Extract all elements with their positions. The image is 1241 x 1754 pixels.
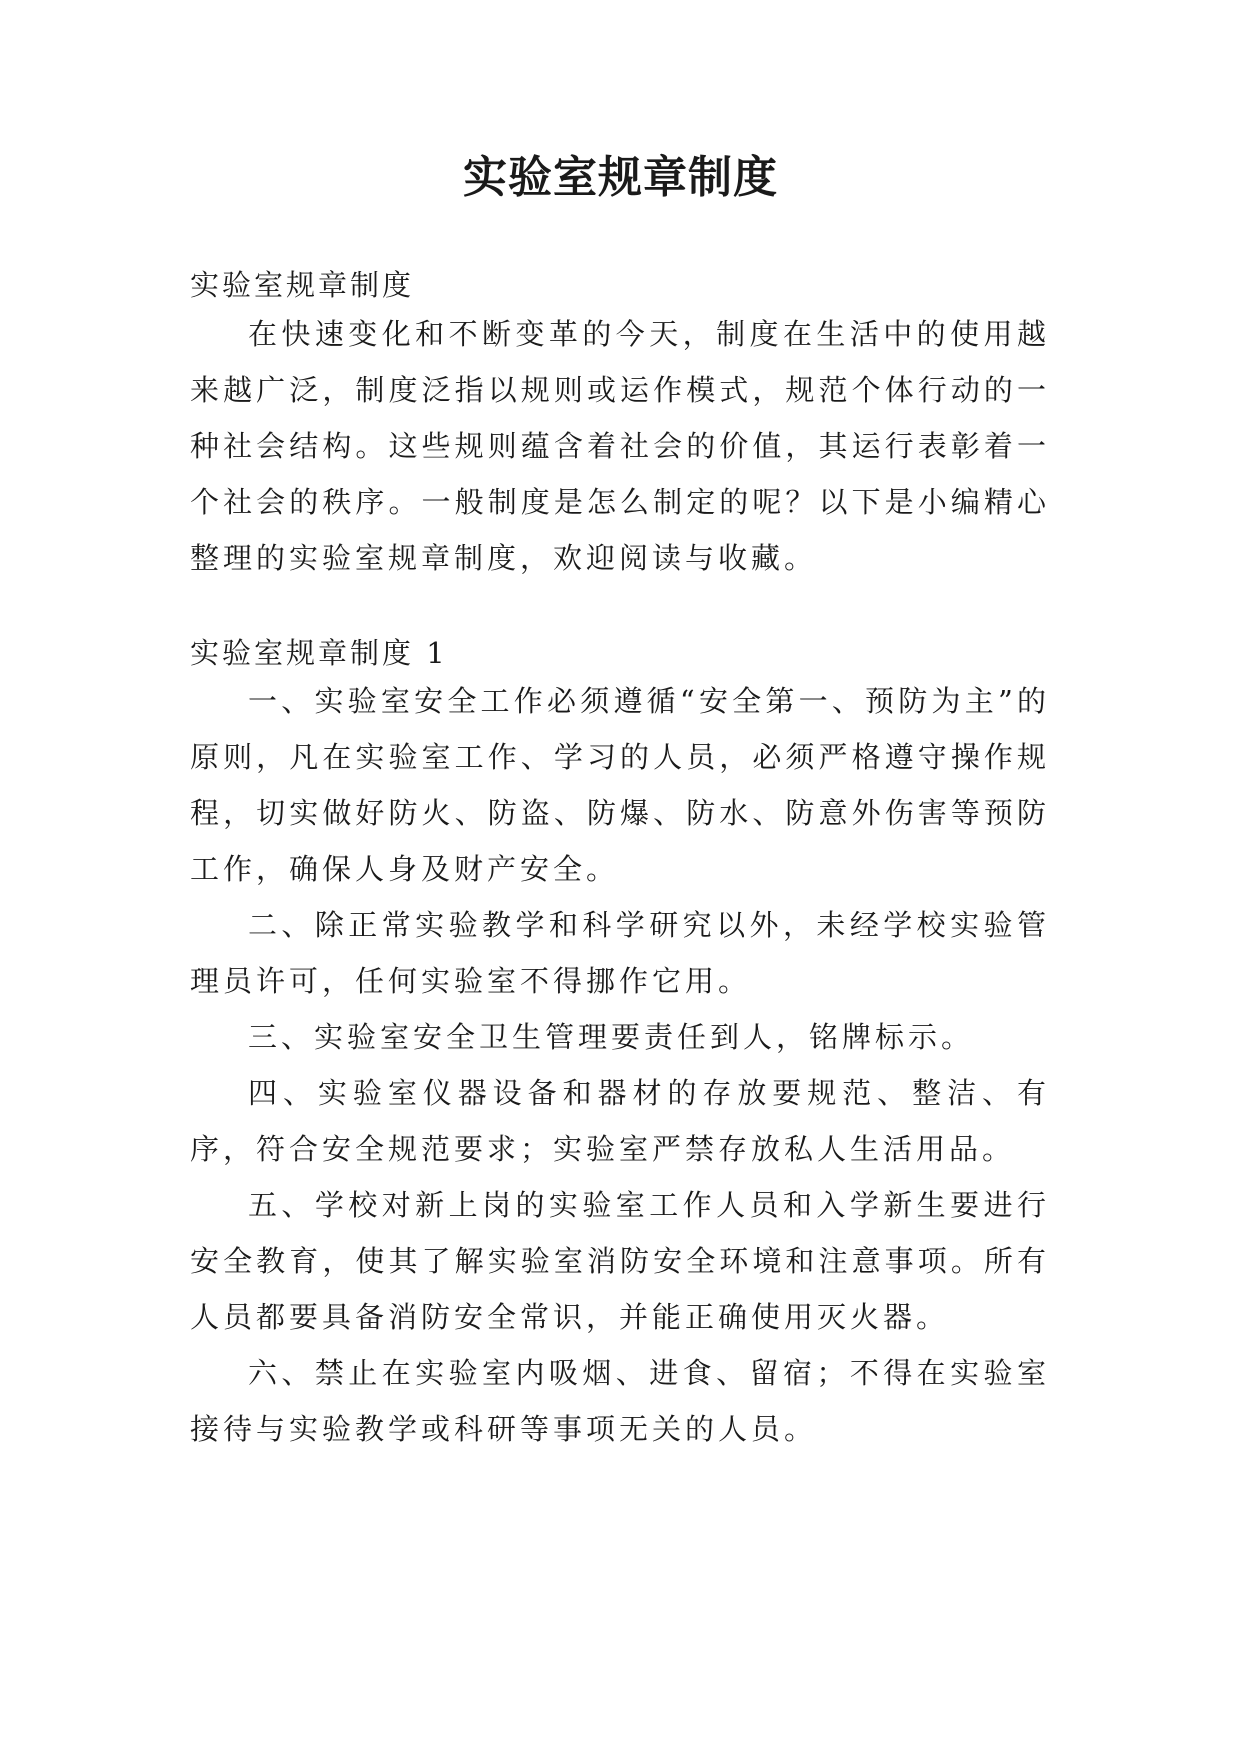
rule-item: 五、学校对新上岗的实验室工作人员和入学新生要进行安全教育，使其了解实验室消防安全环境和注意事项。所有人员都要具备消防安全常识，并能正确使用灭火器。 <box>190 1188 1050 1334</box>
intro-paragraph: 在快速变化和不断变革的今天，制度在生活中的使用越来越广泛，制度泛指以规则或运作模式，规范个体行动的一种社会结构。这些规则蕴含着社会的价值，其运行表彰着一个社会的秩序。一般制度是怎么制定的呢？以下是小编精心整理的实验室规章制度，欢迎阅读与收藏。 <box>190 317 1050 575</box>
rule-item: 一、实验室安全工作必须遵循“安全第一、预防为主”的原则，凡在实验室工作、学习的人员，必须严格遵守操作规程，切实做好防火、防盗、防爆、防水、防意外伤害等预防工作，确保人身及财产安全。 <box>190 684 1050 886</box>
rule-item: 六、禁止在实验室内吸烟、进食、留宿；不得在实验室接待与实验教学或科研等事项无关的人员。 <box>190 1356 1050 1446</box>
rule-item: 三、实验室安全卫生管理要责任到人，铭牌标示。 <box>248 1020 975 1054</box>
section-heading: 实验室规章制度 1 <box>190 636 448 670</box>
rule-item: 二、除正常实验教学和科学研究以外，未经学校实验管理员许可，任何实验室不得挪作它用。 <box>190 908 1050 998</box>
intro-heading: 实验室规章制度 <box>190 268 415 302</box>
rule-item: 四、实验室仪器设备和器材的存放要规范、整洁、有序，符合安全规范要求；实验室严禁存放私人生活用品。 <box>190 1076 1050 1166</box>
document-title: 实验室规章制度 <box>463 152 778 203</box>
